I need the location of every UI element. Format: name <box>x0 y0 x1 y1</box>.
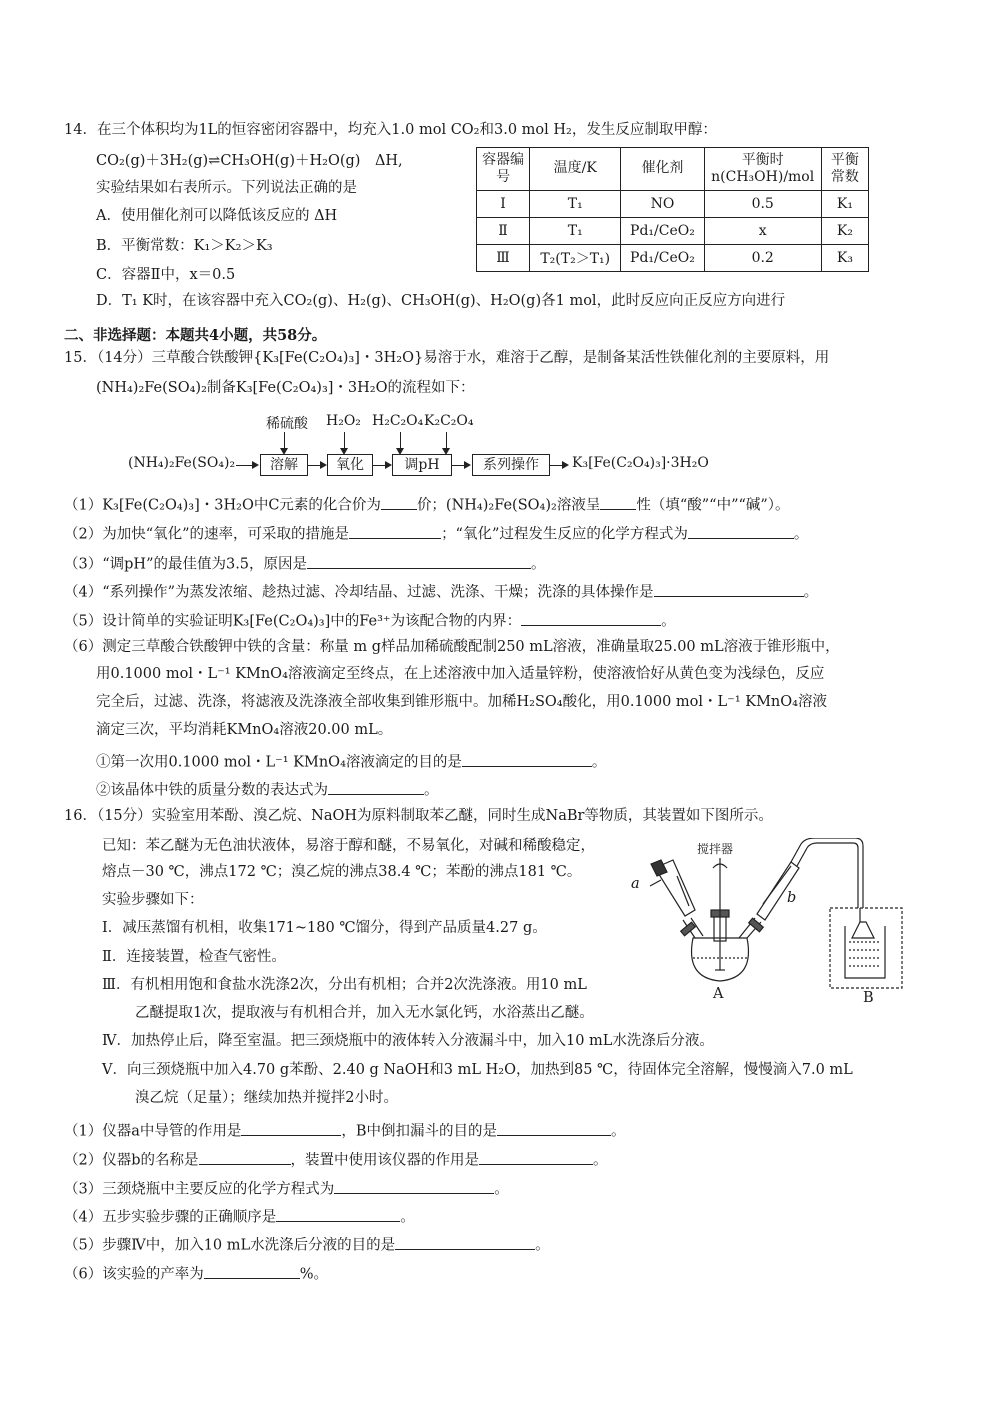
q15-part-2 <box>64 523 808 544</box>
q16-part-2 <box>64 1149 608 1170</box>
q15-part-6-line-4: 滴定三次，平均消耗KMnO₄溶液20.00 mL。 <box>96 722 393 738</box>
question-text: （5）设计简单的实验证明K₃[Fe(C₂O₄)₃]中的Fe³⁺为该配合物的内界： <box>64 613 522 630</box>
q16-step-cont: 溴乙烷（足量）；继续加热并搅拌2小时。 <box>135 1090 398 1106</box>
answer-blank[interactable] <box>688 523 794 539</box>
q15-part-5 <box>64 610 676 631</box>
question-text: （2）仪器b的名称是 <box>64 1152 199 1169</box>
instrument-b-label: b <box>787 890 797 906</box>
question-text: 。 <box>424 782 439 799</box>
reagent-label: 稀硫酸 <box>266 416 308 432</box>
question-text: （2）为加快“氧化”的速率，可采取的措施是 <box>64 526 350 543</box>
q16-stem: 16．（15分）实验室用苯酚、溴乙烷、NaOH为原料制取苯乙醚，同时生成NaBr等物质，其装置如下图所示。 <box>64 808 773 824</box>
question-text: （4）五步实验步骤的正确顺序是 <box>64 1209 277 1226</box>
question-text: （1）K₃[Fe(C₂O₄)₃]・3H₂O中C元素的化合价为 <box>64 497 381 514</box>
question-text: ①第一次用0.1000 mol・L⁻¹ KMnO₄溶液滴定的目的是 <box>96 754 462 771</box>
q14-option-c: C．容器Ⅱ中，x＝0.5 <box>96 267 236 283</box>
q14-equation: CO₂(g)＋3H₂(g)⇌CH₃OH(g)＋H₂O(g) ΔH, <box>96 153 403 169</box>
table-row <box>477 191 869 218</box>
answer-blank[interactable] <box>241 1120 341 1136</box>
question-text: 。 <box>531 556 546 573</box>
q16-step: Ⅴ．向三颈烧瓶中加入4.70 g苯酚、2.40 g NaOH和3 mL H₂O，加热到85 ℃，待固体完全溶解，慢慢滴入7.0 mL <box>102 1062 853 1078</box>
table-header: 容器编号 <box>477 148 530 191</box>
question-text: （3）“调pH”的最佳值为3.5，原因是 <box>64 556 308 573</box>
question-text: 。 <box>593 1152 608 1169</box>
answer-blank[interactable] <box>276 1206 400 1222</box>
flow-arrow-head <box>385 461 392 469</box>
flow-arrow-head <box>464 461 471 469</box>
q14-option-b: B．平衡常数：K₁＞K₂＞K₃ <box>96 238 273 254</box>
table-cell: K₂ <box>821 218 868 245</box>
reagent-label: H₂O₂ <box>326 413 361 429</box>
answer-blank[interactable] <box>199 1149 291 1165</box>
q15-part-4 <box>64 581 818 602</box>
apparatus-a-label: A <box>713 986 724 1002</box>
table-cell: x <box>704 218 821 245</box>
q14-intro: 实验结果如右表所示。下列说法正确的是 <box>96 180 357 196</box>
answer-blank[interactable] <box>334 1178 494 1194</box>
answer-blank[interactable] <box>479 1149 593 1165</box>
answer-blank[interactable] <box>349 523 441 539</box>
q16-part-3 <box>64 1178 509 1199</box>
flow-step-adjust-ph: 调pH <box>392 454 452 476</box>
answer-blank[interactable] <box>654 581 804 597</box>
table-cell: T₁ <box>530 218 621 245</box>
table-header: 催化剂 <box>621 148 704 191</box>
answer-blank[interactable] <box>395 1234 535 1250</box>
q15-stem-2: (NH₄)₂Fe(SO₄)₂制备K₃[Fe(C₂O₄)₃]・3H₂O的流程如下： <box>96 380 475 396</box>
q15-stem-1: 15．（14分）三草酸合铁酸钾{K₃[Fe(C₂O₄)₃]・3H₂O}易溶于水，难溶于乙醇，是制备某活性铁催化剂的主要原料，用 <box>64 350 830 366</box>
apparatus-diagram <box>615 838 915 1008</box>
question-text: 。 <box>793 526 809 543</box>
question-text: （1）仪器a中导管的作用是 <box>64 1123 242 1140</box>
answer-blank[interactable] <box>600 494 636 510</box>
table-cell: Pd₁/CeO₂ <box>621 245 704 272</box>
question-text: ②该晶体中铁的质量分数的表达式为 <box>96 782 328 799</box>
reagent-label: H₂C₂O₄ <box>372 413 424 429</box>
table-cell: K₁ <box>821 191 868 218</box>
table-cell: Ⅱ <box>477 218 530 245</box>
q16-known-2: 熔点－30 ℃，沸点172 ℃；溴乙烷的沸点38.4 ℃；苯酚的沸点181 ℃。 <box>102 864 582 880</box>
question-text: ，装置中使用该仪器的作用是 <box>290 1152 480 1169</box>
table-cell: T₁ <box>530 191 621 218</box>
q16-part-1 <box>64 1120 626 1141</box>
q16-steps-title: 实验步骤如下： <box>102 892 204 908</box>
flow-arrow-head <box>562 461 569 469</box>
table-cell: Pd₁/CeO₂ <box>621 218 704 245</box>
q16-part-6 <box>64 1263 328 1284</box>
q14-stem: 14．在三个体积均为1L的恒容密闭容器中，均充入1.0 mol CO₂和3.0 mol H₂，发生反应制取甲醇： <box>64 122 717 138</box>
q15-part-6b <box>96 779 439 800</box>
question-text: （4）“系列操作”为蒸发浓缩、趁热过滤、冷却结晶、过滤、洗涤、干燥；洗涤的具体操作是 <box>64 584 654 601</box>
answer-blank[interactable] <box>462 751 592 767</box>
q16-step: Ⅲ．有机相用饱和食盐水洗涤2次，分出有机相；合并2次洗涤液。用10 mL <box>102 977 587 993</box>
table-cell: Ⅰ <box>477 191 530 218</box>
flow-arrow-head <box>252 461 259 469</box>
q16-step: Ⅳ．加热停止后，降至室温。把三颈烧瓶中的液体转入分液漏斗中，加入10 mL水洗涤后分液。 <box>102 1033 714 1049</box>
q15-part-6-line-3: 完全后，过滤、洗涤，将滤液及洗涤液全部收集到锥形瓶中。加稀H₂SO₄酸化，用0.1000 mol・L⁻¹ KMnO₄溶液 <box>96 694 827 710</box>
table-header: 平衡时 n(CH₃OH)/mol <box>704 148 821 191</box>
q16-known-1: 已知：苯乙醚为无色油状液体，易溶于醇和醚，不易氧化，对碱和稀酸稳定， <box>102 838 595 854</box>
question-text: 。 <box>494 1181 509 1198</box>
flow-start: (NH₄)₂Fe(SO₄)₂ <box>128 455 236 471</box>
question-text: 。 <box>400 1209 415 1226</box>
q16-step-cont: 乙醚提取1次，提取液与有机相合并，加入无水氯化钙，水浴蒸出乙醚。 <box>135 1005 594 1021</box>
answer-blank[interactable] <box>497 1120 611 1136</box>
stirrer-label: 搅拌器 <box>697 842 734 856</box>
table-header: 温度/K <box>530 148 621 191</box>
question-text: 。 <box>803 584 819 601</box>
q15-part-1 <box>64 494 790 515</box>
apparatus-b-label: B <box>863 990 874 1006</box>
question-text: 。 <box>611 1123 626 1140</box>
q16-part-4 <box>64 1206 415 1227</box>
q14-results-table <box>476 147 869 272</box>
table-row <box>477 245 869 272</box>
answer-blank[interactable] <box>307 553 531 569</box>
q16-step: Ⅰ．减压蒸馏有机相，收集171~180 ℃馏分，得到产品质量4.27 g。 <box>102 920 547 936</box>
q16-part-5 <box>64 1234 550 1255</box>
answer-blank[interactable] <box>381 494 417 510</box>
instrument-a-label: a <box>631 876 640 892</box>
flow-arrow-head <box>320 461 327 469</box>
flow-step-operations: 系列操作 <box>472 454 550 476</box>
answer-blank[interactable] <box>328 779 424 795</box>
table-cell: 0.2 <box>704 245 821 272</box>
question-text: 。 <box>661 613 676 630</box>
table-cell: T₂(T₂＞T₁) <box>530 245 621 272</box>
question-text: （6）该实验的产率为 <box>64 1266 204 1283</box>
reagent-label: K₂C₂O₄ <box>424 413 474 429</box>
q15-part-3 <box>64 553 546 574</box>
flow-product: K₃[Fe(C₂O₄)₃]·3H₂O <box>572 455 709 471</box>
q15-part-6a <box>96 751 606 772</box>
table-row <box>477 218 869 245</box>
q14-option-a: A．使用催化剂可以降低该反应的 ΔH <box>96 208 338 224</box>
q15-part-6-line-1: （6）测定三草酸合铁酸钾中铁的含量：称量 m g样品加稀硫酸配制250 mL溶液，准确量取25.00 mL溶液于锥形瓶中， <box>64 639 840 655</box>
answer-blank[interactable] <box>521 610 661 626</box>
question-text: ；“氧化”过程发生反应的化学方程式为 <box>441 526 688 543</box>
question-text: 。 <box>535 1237 550 1254</box>
question-text: （3）三颈烧瓶中主要反应的化学方程式为 <box>64 1181 335 1198</box>
answer-blank[interactable] <box>204 1263 300 1279</box>
question-text: 价；(NH₄)₂Fe(SO₄)₂溶液呈 <box>416 497 601 514</box>
flow-step-oxidize: 氧化 <box>327 454 373 476</box>
question-text: %。 <box>299 1266 329 1283</box>
table-cell: NO <box>621 191 704 218</box>
question-text: ，B中倒扣漏斗的目的是 <box>341 1123 498 1140</box>
q15-part-6-line-2: 用0.1000 mol・L⁻¹ KMnO₄溶液滴定至终点，在上述溶液中加入适量锌粉，使溶液恰好从黄色变为浅绿色，反应 <box>96 666 825 682</box>
q14-option-d: D．T₁ K时，在该容器中充入CO₂(g)、H₂(g)、CH₃OH(g)、H₂O(g)各1 mol，此时反应向正反应方向进行 <box>96 293 786 309</box>
question-text: （5）步骤Ⅳ中，加入10 mL水洗涤后分液的目的是 <box>64 1237 396 1254</box>
question-text: 。 <box>591 754 607 771</box>
table-cell: K₃ <box>821 245 868 272</box>
question-text: 性（填“酸”“中”“碱”）。 <box>636 497 790 514</box>
table-cell: 0.5 <box>704 191 821 218</box>
flow-step-dissolve: 溶解 <box>260 454 308 476</box>
apparatus-drawing <box>615 838 915 1008</box>
section-title: 二、非选择题：本题共4小题，共58分。 <box>64 327 327 344</box>
q16-step: Ⅱ．连接装置，检查气密性。 <box>102 949 286 965</box>
table-cell: Ⅲ <box>477 245 530 272</box>
table-header: 平衡常数 <box>821 148 868 191</box>
